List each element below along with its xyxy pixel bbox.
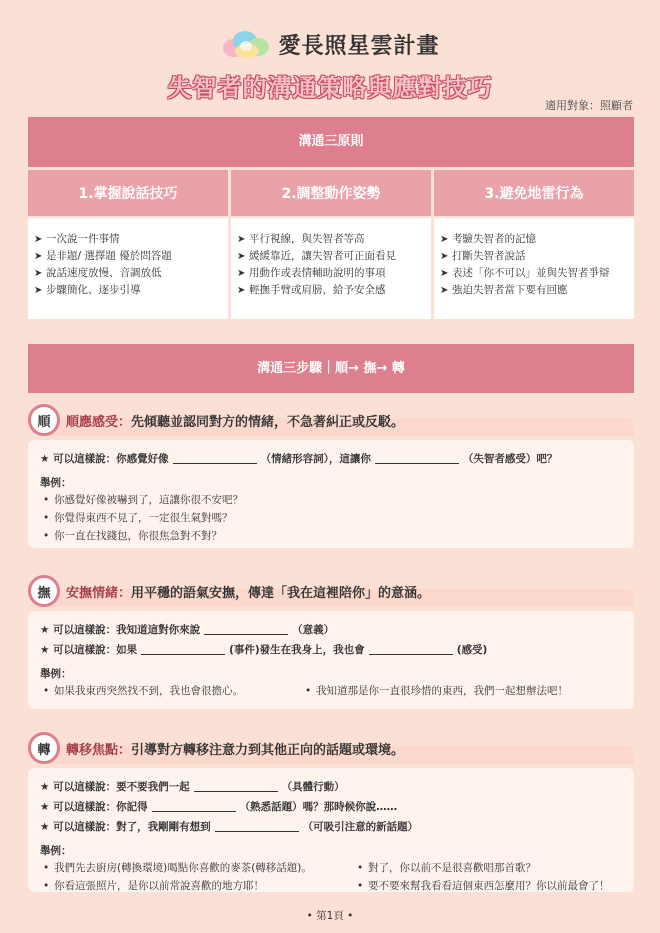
example-item: • 你覺得東西不見了，一定很生氣對嗎？ [40,509,622,527]
step-title: 轉移焦點： [66,742,132,758]
example-item: • 要不要來幫我看看這個東西怎麼用？你以前最會了！ [354,877,622,895]
phrase-row: ★ 可以這樣說：對了，我剛剛有想到 （可吸引注意的新話題） [40,821,419,833]
list-item: ➤ 表述「你不可以」並與失智者爭辯 [440,265,626,282]
example-label: 舉例： [40,845,72,857]
principle-title: 2.調整動作姿勢 [231,170,431,216]
principles-section [28,117,634,320]
list-item: ➤ 步驟簡化、逐步引導 [34,282,220,299]
example-item: • 如果我東西突然找不到，我也會很擔心。 [40,682,288,700]
list-item: ➤ 打斷失智者說話 [440,248,626,265]
step-card [28,768,634,892]
step-badge: 撫 [28,575,60,607]
example-item: • 你感覺好像被嚇到了，這讓你很不安吧？ [40,491,622,509]
principle-title: 3.避免地雷行為 [434,170,634,216]
list-item: ➤ 強迫失智者當下要有回應 [440,282,626,299]
example-item: • 你看這張照片，是你以前常說喜歡的地方耶！ [40,877,340,895]
principle-column [28,170,228,319]
example-item: • 你一直在找錢包，你很焦急對不對？ [40,527,622,545]
phrase-row: ★ 可以這樣說：要不要我們一起 （具體行動） [40,781,345,793]
blank-line [369,645,453,655]
step-badge: 轉 [28,732,60,764]
brand-name: 愛長照星雲計畫 [278,32,440,59]
step-section-2 [28,575,634,709]
phrase-row: ★ 可以這樣說：我知道這對你來說 （意義） [40,624,335,636]
example-item: • 我知道那是你一直很珍惜的東西，我們一起想辦法吧！ [302,682,622,700]
phrase-row: ★ 可以這樣說：你感覺好像 （情緒形容詞），這讓你 （失智者感受）吧？ [40,453,558,465]
blank-line [173,454,257,464]
list-item: ➤ 考驗失智者的記憶 [440,231,626,248]
list-item: ➤ 緩緩靠近，讓失智者可正面看見 [237,248,423,265]
blank-line [152,802,236,812]
step-section-1 [28,404,634,548]
list-item: ➤ 說話速度放慢、音調放低 [34,265,220,282]
principles-heading: 溝通三原則 [28,117,634,167]
example-item: • 對了，你以前不是很喜歡唱那首歌？ [354,859,622,877]
cloud-logo-icon [220,29,272,59]
page-number: • 第1頁 • [306,910,354,922]
step-title: 順應感受： [66,414,132,430]
step-description: 用平穩的語氣安撫，傳達「我在這裡陪你」的意涵。 [131,585,431,601]
list-item: ➤ 輕撫手臂或肩膀，給予安全感 [237,282,423,299]
page-title: 失智者的溝通策略與應對技巧 [167,74,493,102]
principle-title: 1.掌握說話技巧 [28,170,228,216]
brand [0,26,660,62]
list-item: ➤ 平行視線，與失智者等高 [237,231,423,248]
audience-label: 適用對象：照顧者 [545,99,633,112]
step-description: 先傾聽並認同對方的情緒，不急著糾正或反駁。 [131,414,405,430]
principle-column [231,170,431,319]
blank-line [204,625,288,635]
example-label: 舉例： [40,668,72,680]
step-card [28,611,634,709]
step-card [28,440,634,548]
step-badge: 順 [28,404,60,436]
example-label: 舉例： [40,477,72,489]
step-title: 安撫情緒： [66,585,132,601]
page-header [0,26,660,103]
blank-line [194,782,278,792]
list-item: ➤ 用動作或表情輔助說明的事項 [237,265,423,282]
blank-line [375,454,459,464]
list-item: ➤ 一次說一件事情 [34,231,220,248]
example-item: • 我們先去廚房(轉換環境)喝點你喜歡的麥茶(轉移話題)。 [40,859,340,877]
blank-line [141,645,225,655]
list-item: ➤ 是非題/ 選擇題 優於問答題 [34,248,220,265]
blank-line [215,822,299,832]
phrase-row: ★ 可以這樣說：你記得 （熟悉話題）嗎？那時候你說…… [40,801,398,813]
phrase-row: ★ 可以這樣說：如果 (事件)發生在我身上，我也會 (感受) [40,644,488,656]
step-section-3 [28,732,634,892]
steps-banner: 溝通三步驟｜順→ 撫→ 轉 [28,344,634,393]
step-description: 引導對方轉移注意力到其他正向的話題或環境。 [131,742,405,758]
principle-column [434,170,634,319]
